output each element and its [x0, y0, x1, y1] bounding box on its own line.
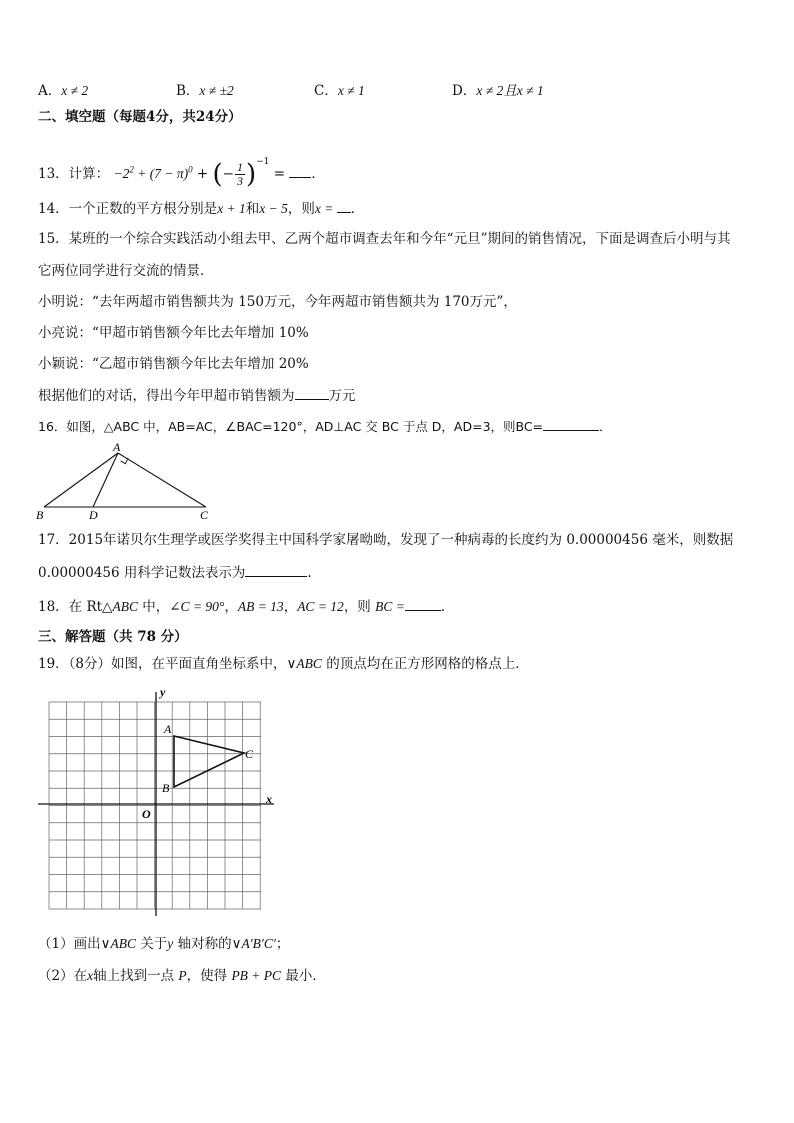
- label-d: D: [89, 508, 98, 522]
- q18-prefix: 18．在 Rt△: [38, 599, 113, 615]
- point-b-label: B: [162, 781, 170, 795]
- q13-term2: [134, 166, 193, 181]
- q18-sep2: ，: [283, 599, 298, 615]
- q19-part1-mid2: 轴对称的: [173, 936, 232, 952]
- q15-line-2: 它两位同学进行交流的情景．: [38, 263, 214, 279]
- q13-prefix: 13．计算：: [38, 166, 110, 182]
- q18-sep1: ，: [224, 599, 238, 615]
- q18-mid1: 中，: [137, 599, 170, 615]
- q13-frac-sign: −: [222, 166, 234, 182]
- question-14: [38, 199, 364, 218]
- q13-term1-exp: 2: [129, 164, 134, 175]
- q19-part1-mid: 关于: [135, 936, 168, 952]
- side-ac: [118, 453, 206, 507]
- q19-part1-tri: ∨ABC: [100, 936, 136, 951]
- q18-ab: AB = 13: [237, 599, 284, 614]
- q16-answer-blank[interactable]: [543, 417, 599, 431]
- coordinate-grid-figure: [34, 682, 284, 922]
- q13-right-paren: ): [245, 159, 257, 190]
- section-title-solutions: 三、解答题（共 78 分）: [38, 629, 188, 645]
- triangle-abc: [174, 736, 244, 787]
- q13-term3-exp: −1: [256, 157, 270, 167]
- q15-line-4: 小亮说：“甲超市销售额今年比去年增加 10%: [38, 325, 309, 341]
- section-title-fill-blank: 二、填空题（每题4分，共24分）: [38, 109, 242, 125]
- question-16: [38, 417, 612, 436]
- q19-part2-p: P: [178, 968, 187, 983]
- q19-text-prefix: 19．（8分）如图，在平面直角坐标系中，: [38, 656, 287, 672]
- q17-line-1: 17．2015年诺贝尔生理学或医学奖得主中国科学家屠呦呦，发现了一种病毒的长度约为 0.00000456 毫米，则数据: [38, 532, 734, 548]
- q15-line-3: 小明说：“去年两超市销售额共为 150万元，今年两超市销售额共为 170万元”，: [38, 294, 517, 310]
- option-b: [176, 82, 234, 100]
- q17-answer-blank[interactable]: [245, 563, 307, 577]
- q19-part2-prefix: （2）在: [38, 968, 88, 984]
- option-a-label: A．: [38, 83, 62, 99]
- q13-answer-blank[interactable]: [289, 164, 311, 178]
- label-a: A: [113, 440, 121, 454]
- origin-label: O: [142, 807, 151, 821]
- q14-suffix: ．: [350, 201, 365, 217]
- question-19: [38, 655, 529, 673]
- q14-prefix: 14．一个正数的平方根分别是: [38, 201, 218, 217]
- question-13: [38, 144, 325, 190]
- q16-text: 16．如图，△ABC 中，AB=AC，∠BAC=120°，AD⊥AC 交 BC 于点 D，AD=3，则BC=: [38, 419, 544, 434]
- side-ab: [44, 453, 118, 507]
- q16-triangle-figure: [34, 440, 234, 522]
- q15-answer-blank[interactable]: [295, 386, 329, 400]
- q14-expr2: x − 5: [259, 201, 288, 216]
- segment-ad: [93, 453, 118, 507]
- q14-mid: 和: [245, 201, 260, 217]
- q15-line-5: 小颖说：“乙超市销售额今年比去年增加 20%: [38, 356, 309, 372]
- question-18: [38, 597, 454, 616]
- q15-line6-prefix: 根据他们的对话，得出今年甲超市销售额为: [38, 388, 295, 404]
- q18-tail: ，则: [343, 599, 376, 615]
- q17-line2-suffix: .: [307, 565, 312, 581]
- option-d-expr: x ≠ 2且x ≠ 1: [476, 83, 544, 98]
- q13-term2-base: + (7 − π): [133, 166, 189, 181]
- q19-text-suffix: 的顶点均在正方形网格的格点上．: [321, 656, 529, 672]
- option-d: [452, 82, 544, 100]
- option-c: [314, 82, 365, 100]
- q19-triangle: ∨ABC: [286, 656, 322, 671]
- q16-suffix: ．: [599, 419, 612, 434]
- q13-left-paren: (: [212, 159, 223, 190]
- q13-plus: +: [192, 166, 213, 182]
- q13-frac-num: 1: [236, 160, 243, 174]
- y-axis-label: y: [160, 685, 166, 699]
- option-c-label: C．: [314, 83, 338, 99]
- q14-expr1: x + 1: [217, 201, 246, 216]
- q19-part2-suffix: 最小．: [281, 968, 326, 984]
- q13-equals: =: [269, 166, 290, 182]
- label-b: B: [36, 508, 44, 522]
- option-a-expr: x ≠ 2: [61, 83, 89, 98]
- q19-part2-expr: PB + PC: [231, 968, 282, 983]
- q19-part-2: [38, 967, 326, 985]
- option-a: [38, 82, 88, 100]
- q17-line2-prefix: 0.00000456 用科学记数法表示为: [38, 565, 246, 581]
- q18-answer-blank[interactable]: [405, 597, 441, 611]
- q19-part1-suffix: ；: [275, 936, 290, 952]
- option-b-label: B．: [176, 83, 200, 99]
- q18-suffix: ．: [440, 599, 455, 615]
- q19-part-1: [38, 935, 289, 953]
- q18-ac: AC = 12: [297, 599, 344, 614]
- q19-part2-axis: x: [87, 968, 94, 983]
- q19-part1-axis: y: [167, 936, 174, 951]
- q13-term1: [113, 166, 133, 181]
- q18-angle: ∠C = 90°: [169, 599, 225, 614]
- q13-suffix: ．: [311, 166, 325, 182]
- q15-line-1: 15．某班的一个综合实践活动小组去甲、乙两个超市调查去年和今年“元旦”期间的销售情况，下面是调查后小明与其: [38, 231, 731, 247]
- option-d-label: D．: [452, 83, 477, 99]
- q15-line6-suffix: 万元: [328, 388, 356, 404]
- q19-part1-prefix: （1）画出: [38, 936, 101, 952]
- q19-part2-mid: 轴上找到一点: [93, 968, 179, 984]
- q19-part2-mid2: ，使得: [186, 968, 232, 984]
- q13-fraction: [235, 161, 245, 188]
- q13-frac-den: 3: [236, 174, 243, 188]
- q14-var: x =: [314, 201, 337, 216]
- option-c-expr: x ≠ 1: [337, 83, 365, 98]
- option-b-expr: x ≠ ±2: [199, 83, 234, 98]
- q13-term1-base: −2: [113, 166, 130, 181]
- grid-lines: [49, 702, 261, 909]
- q15-line-6: [38, 386, 356, 405]
- point-c-label: C: [245, 747, 254, 761]
- label-c: C: [200, 508, 209, 522]
- point-a-label: A: [164, 722, 172, 736]
- x-axis-label: x: [266, 792, 272, 806]
- q18-bc: BC =: [375, 599, 405, 614]
- q17-line-2: [38, 563, 312, 582]
- q13-term2-exp: 0: [188, 164, 193, 175]
- q18-abc: ABC: [112, 599, 138, 614]
- q14-answer-blank[interactable]: [337, 199, 351, 213]
- q19-part1-tri2: ∨A′B′C′: [231, 936, 276, 951]
- q14-tail: ，则: [287, 201, 315, 217]
